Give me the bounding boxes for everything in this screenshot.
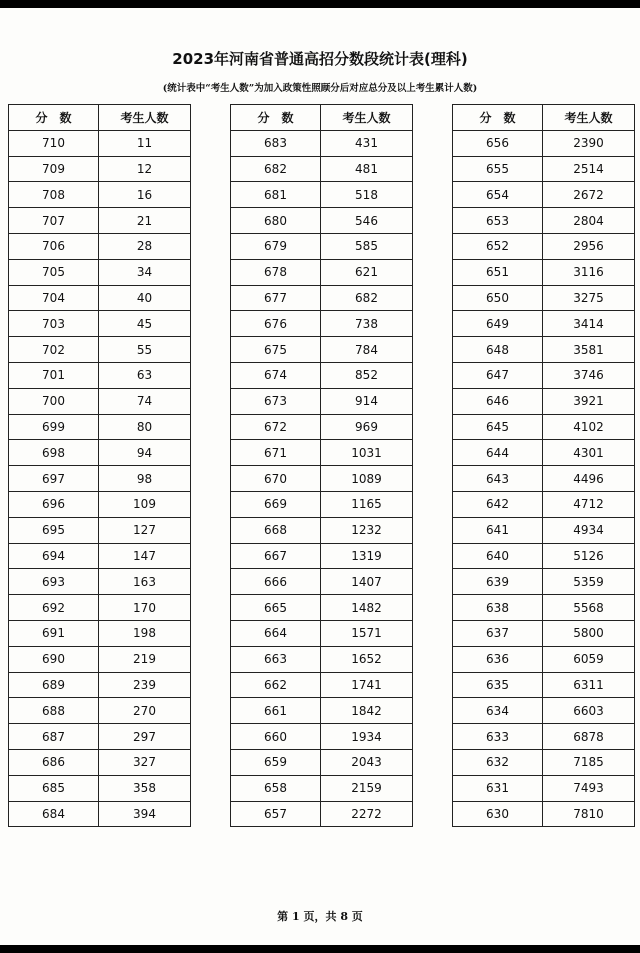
table-row — [453, 775, 635, 801]
score-cell: 650 — [453, 285, 543, 311]
score-cell: 668 — [231, 517, 321, 543]
score-cell: 692 — [9, 595, 99, 621]
count-cell: 28 — [99, 233, 191, 259]
table-row — [231, 362, 413, 388]
table-row — [9, 646, 191, 672]
table-row — [231, 724, 413, 750]
score-cell: 699 — [9, 414, 99, 440]
table-row — [453, 491, 635, 517]
count-cell: 147 — [99, 543, 191, 569]
table-row — [9, 259, 191, 285]
header-score: 分 数 — [9, 105, 99, 131]
table-row — [453, 388, 635, 414]
count-cell: 7185 — [543, 749, 635, 775]
count-cell: 198 — [99, 620, 191, 646]
score-cell: 678 — [231, 259, 321, 285]
count-cell: 621 — [321, 259, 413, 285]
table-row — [453, 646, 635, 672]
table-row — [231, 208, 413, 234]
table-row — [453, 749, 635, 775]
count-cell: 55 — [99, 337, 191, 363]
count-cell: 585 — [321, 233, 413, 259]
score-cell: 646 — [453, 388, 543, 414]
table-row — [9, 156, 191, 182]
count-cell: 2672 — [543, 182, 635, 208]
score-cell: 706 — [9, 233, 99, 259]
score-cell: 658 — [231, 775, 321, 801]
table-row — [9, 775, 191, 801]
count-cell: 2272 — [321, 801, 413, 827]
score-cell: 634 — [453, 698, 543, 724]
score-cell: 700 — [9, 388, 99, 414]
count-cell: 94 — [99, 440, 191, 466]
table-row — [453, 620, 635, 646]
score-table-2 — [230, 104, 413, 827]
table-row — [9, 466, 191, 492]
table-row — [231, 182, 413, 208]
score-cell: 697 — [9, 466, 99, 492]
count-cell: 239 — [99, 672, 191, 698]
table-row — [453, 724, 635, 750]
table-row — [9, 749, 191, 775]
score-cell: 702 — [9, 337, 99, 363]
score-cell: 663 — [231, 646, 321, 672]
score-cell: 631 — [453, 775, 543, 801]
score-cell: 685 — [9, 775, 99, 801]
score-cell: 687 — [9, 724, 99, 750]
count-cell: 969 — [321, 414, 413, 440]
count-cell: 914 — [321, 388, 413, 414]
table-row — [9, 388, 191, 414]
score-cell: 644 — [453, 440, 543, 466]
score-cell: 648 — [453, 337, 543, 363]
count-cell: 1934 — [321, 724, 413, 750]
table-row — [231, 775, 413, 801]
score-cell: 664 — [231, 620, 321, 646]
count-cell: 34 — [99, 259, 191, 285]
score-cell: 681 — [231, 182, 321, 208]
table-row — [453, 285, 635, 311]
count-cell: 12 — [99, 156, 191, 182]
score-cell: 642 — [453, 491, 543, 517]
count-cell: 481 — [321, 156, 413, 182]
count-cell: 1652 — [321, 646, 413, 672]
score-cell: 676 — [231, 311, 321, 337]
score-cell: 686 — [9, 749, 99, 775]
score-cell: 671 — [231, 440, 321, 466]
score-cell: 710 — [9, 130, 99, 156]
score-cell: 675 — [231, 337, 321, 363]
header-score: 分 数 — [453, 105, 543, 131]
table-row — [9, 491, 191, 517]
table-row — [453, 208, 635, 234]
score-cell: 707 — [9, 208, 99, 234]
table-row — [231, 491, 413, 517]
score-cell: 635 — [453, 672, 543, 698]
table-row — [231, 749, 413, 775]
score-table-1 — [8, 104, 191, 827]
score-cell: 688 — [9, 698, 99, 724]
header-score: 分 数 — [231, 105, 321, 131]
table-row — [9, 698, 191, 724]
table-row — [9, 569, 191, 595]
count-cell: 4496 — [543, 466, 635, 492]
table-row — [453, 414, 635, 440]
table-row — [453, 337, 635, 363]
table-row — [231, 311, 413, 337]
count-cell: 852 — [321, 362, 413, 388]
table-row — [231, 620, 413, 646]
table-row — [453, 801, 635, 827]
table-row — [9, 595, 191, 621]
table-row — [9, 620, 191, 646]
table-row — [231, 801, 413, 827]
count-cell: 6878 — [543, 724, 635, 750]
table-row — [453, 259, 635, 285]
count-cell: 2390 — [543, 130, 635, 156]
score-cell: 682 — [231, 156, 321, 182]
table-row — [9, 517, 191, 543]
table-row — [453, 362, 635, 388]
count-cell: 16 — [99, 182, 191, 208]
score-cell: 640 — [453, 543, 543, 569]
table-row — [9, 182, 191, 208]
table-row — [9, 337, 191, 363]
count-cell: 3746 — [543, 362, 635, 388]
table-row — [231, 440, 413, 466]
score-cell: 666 — [231, 569, 321, 595]
count-cell: 784 — [321, 337, 413, 363]
score-cell: 652 — [453, 233, 543, 259]
count-cell: 98 — [99, 466, 191, 492]
table-row — [453, 311, 635, 337]
score-cell: 679 — [231, 233, 321, 259]
table-row — [453, 466, 635, 492]
table-row — [453, 440, 635, 466]
table-row — [231, 259, 413, 285]
table-row — [453, 698, 635, 724]
count-cell: 4301 — [543, 440, 635, 466]
table-row — [453, 517, 635, 543]
score-cell: 709 — [9, 156, 99, 182]
count-cell: 3581 — [543, 337, 635, 363]
score-cell: 657 — [231, 801, 321, 827]
table-row — [231, 337, 413, 363]
score-cell: 698 — [9, 440, 99, 466]
page-number: 第 1 页，共 8 页 — [277, 910, 363, 923]
table-row — [231, 285, 413, 311]
count-cell: 682 — [321, 285, 413, 311]
table-row — [453, 569, 635, 595]
count-cell: 170 — [99, 595, 191, 621]
score-cell: 703 — [9, 311, 99, 337]
table-row — [9, 233, 191, 259]
table-row — [231, 646, 413, 672]
table-row — [231, 130, 413, 156]
count-cell: 63 — [99, 362, 191, 388]
score-cell: 670 — [231, 466, 321, 492]
table-row — [9, 208, 191, 234]
count-cell: 163 — [99, 569, 191, 595]
score-cell: 705 — [9, 259, 99, 285]
score-cell: 701 — [9, 362, 99, 388]
count-cell: 6603 — [543, 698, 635, 724]
table-row — [231, 466, 413, 492]
count-cell: 74 — [99, 388, 191, 414]
count-cell: 3414 — [543, 311, 635, 337]
count-cell: 2159 — [321, 775, 413, 801]
page-subtitle: (统计表中“考生人数”为加入政策性照顾分后对应总分及以上考生累计人数) — [162, 83, 478, 94]
score-cell: 649 — [453, 311, 543, 337]
score-cell: 695 — [9, 517, 99, 543]
score-cell: 684 — [9, 801, 99, 827]
score-cell: 662 — [231, 672, 321, 698]
table-row — [231, 569, 413, 595]
score-cell: 636 — [453, 646, 543, 672]
count-cell: 3275 — [543, 285, 635, 311]
count-cell: 7810 — [543, 801, 635, 827]
score-cell: 683 — [231, 130, 321, 156]
score-cell: 630 — [453, 801, 543, 827]
table-row — [9, 724, 191, 750]
count-cell: 431 — [321, 130, 413, 156]
table-row — [9, 672, 191, 698]
count-cell: 11 — [99, 130, 191, 156]
count-cell: 518 — [321, 182, 413, 208]
count-cell: 6311 — [543, 672, 635, 698]
table-row — [231, 388, 413, 414]
count-cell: 6059 — [543, 646, 635, 672]
score-cell: 708 — [9, 182, 99, 208]
count-cell: 3921 — [543, 388, 635, 414]
score-cell: 661 — [231, 698, 321, 724]
count-cell: 358 — [99, 775, 191, 801]
table-row — [453, 543, 635, 569]
count-cell: 738 — [321, 311, 413, 337]
header-count: 考生人数 — [99, 105, 191, 131]
count-cell: 270 — [99, 698, 191, 724]
count-cell: 1319 — [321, 543, 413, 569]
table-row — [9, 543, 191, 569]
score-cell: 669 — [231, 491, 321, 517]
table-row — [231, 698, 413, 724]
count-cell: 2804 — [543, 208, 635, 234]
count-cell: 219 — [99, 646, 191, 672]
table-row — [9, 311, 191, 337]
score-table-3 — [452, 104, 635, 827]
table-row — [231, 595, 413, 621]
count-cell: 1165 — [321, 491, 413, 517]
table-row — [9, 130, 191, 156]
count-cell: 5359 — [543, 569, 635, 595]
table-header-row — [453, 105, 635, 131]
document-page — [0, 8, 640, 945]
table-header-row — [231, 105, 413, 131]
header-count: 考生人数 — [321, 105, 413, 131]
count-cell: 4102 — [543, 414, 635, 440]
score-cell: 643 — [453, 466, 543, 492]
count-cell: 45 — [99, 311, 191, 337]
score-cell: 677 — [231, 285, 321, 311]
count-cell: 4712 — [543, 491, 635, 517]
count-cell: 3116 — [543, 259, 635, 285]
table-row — [9, 414, 191, 440]
score-cell: 654 — [453, 182, 543, 208]
count-cell: 1031 — [321, 440, 413, 466]
score-cell: 660 — [231, 724, 321, 750]
table-row — [9, 362, 191, 388]
table-row — [9, 440, 191, 466]
score-cell: 693 — [9, 569, 99, 595]
score-cell: 696 — [9, 491, 99, 517]
count-cell: 1407 — [321, 569, 413, 595]
count-cell: 40 — [99, 285, 191, 311]
count-cell: 1842 — [321, 698, 413, 724]
count-cell: 2043 — [321, 749, 413, 775]
count-cell: 1741 — [321, 672, 413, 698]
score-cell: 645 — [453, 414, 543, 440]
table-row — [231, 233, 413, 259]
score-cell: 672 — [231, 414, 321, 440]
table-row — [453, 156, 635, 182]
score-cell: 665 — [231, 595, 321, 621]
score-cell: 691 — [9, 620, 99, 646]
count-cell: 80 — [99, 414, 191, 440]
score-cell: 690 — [9, 646, 99, 672]
score-cell: 653 — [453, 208, 543, 234]
score-cell: 655 — [453, 156, 543, 182]
count-cell: 5568 — [543, 595, 635, 621]
count-cell: 297 — [99, 724, 191, 750]
score-cell: 633 — [453, 724, 543, 750]
count-cell: 327 — [99, 749, 191, 775]
table-row — [231, 517, 413, 543]
table-row — [231, 156, 413, 182]
score-cell: 637 — [453, 620, 543, 646]
header-count: 考生人数 — [543, 105, 635, 131]
table-row — [231, 543, 413, 569]
score-cell: 674 — [231, 362, 321, 388]
count-cell: 394 — [99, 801, 191, 827]
count-cell: 546 — [321, 208, 413, 234]
table-row — [453, 182, 635, 208]
score-cell: 673 — [231, 388, 321, 414]
count-cell: 1482 — [321, 595, 413, 621]
count-cell: 4934 — [543, 517, 635, 543]
count-cell: 7493 — [543, 775, 635, 801]
count-cell: 2956 — [543, 233, 635, 259]
table-row — [453, 130, 635, 156]
table-header-row — [9, 105, 191, 131]
table-row — [9, 801, 191, 827]
score-cell: 689 — [9, 672, 99, 698]
count-cell: 21 — [99, 208, 191, 234]
table-row — [453, 233, 635, 259]
table-row — [231, 414, 413, 440]
count-cell: 1232 — [321, 517, 413, 543]
table-row — [453, 595, 635, 621]
count-cell: 2514 — [543, 156, 635, 182]
count-cell: 1089 — [321, 466, 413, 492]
count-cell: 109 — [99, 491, 191, 517]
score-cell: 694 — [9, 543, 99, 569]
score-cell: 632 — [453, 749, 543, 775]
score-cell: 641 — [453, 517, 543, 543]
count-cell: 5800 — [543, 620, 635, 646]
score-cell: 651 — [453, 259, 543, 285]
count-cell: 5126 — [543, 543, 635, 569]
score-cell: 667 — [231, 543, 321, 569]
score-cell: 680 — [231, 208, 321, 234]
table-row — [231, 672, 413, 698]
score-cell: 656 — [453, 130, 543, 156]
score-cell: 639 — [453, 569, 543, 595]
count-cell: 1571 — [321, 620, 413, 646]
score-cell: 638 — [453, 595, 543, 621]
table-row — [9, 285, 191, 311]
table-row — [453, 672, 635, 698]
count-cell: 127 — [99, 517, 191, 543]
score-cell: 659 — [231, 749, 321, 775]
page-title: 2023年河南省普通高招分数段统计表(理科) — [172, 50, 468, 68]
score-cell: 704 — [9, 285, 99, 311]
score-cell: 647 — [453, 362, 543, 388]
